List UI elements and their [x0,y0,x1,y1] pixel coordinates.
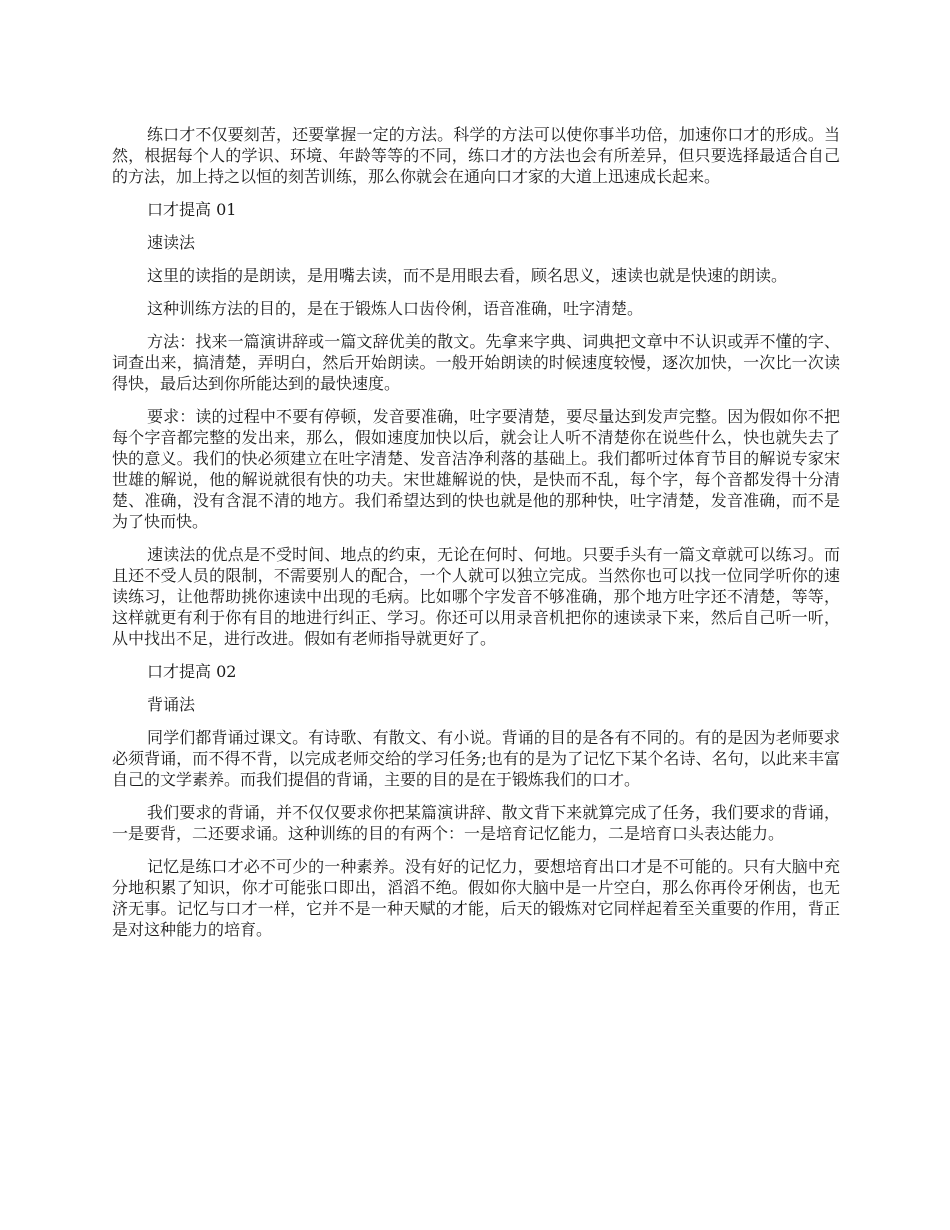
method-title-speed-reading: 速读法 [147,233,196,252]
section-heading-02: 口才提高 02 [147,662,237,681]
speed-reading-requirements: 要求：读的过程中不要有停顿，发音要准确，吐字要清楚，要尽量达到发声完整。因为假如你不把每个字音都完整的发出来，那么，假如速度加快以后，就会让人听不清楚你在说些什么，快也就失去了快的意义。我们的快必须建立在吐字清楚、发音洁净利落的基础上。我们都听过体育节目的解说专家宋世雄的解说，他的解说就很有快的功夫。宋世雄解说的快，是快而不乱，每个字，每个音都发得十分清楚、准确，没有含混不清的地方。我们希望达到的快也就是他的那种快，吐字清楚，发音准确，而不是为了快而快。 [112,407,840,531]
recitation-memory: 记忆是练口才必不可少的一种素养。没有好的记忆力，要想培育出口才是不可能的。只有大脑中充分地积累了知识，你才可能张口即出，滔滔不绝。假如你大脑中是一片空白，那么你再伶牙俐齿，也无济无事。记忆与口才一样，它并不是一种天赋的才能，后天的锻炼对它同样起着至关重要的作用，背正是对这种能力的培育。 [112,857,840,939]
speed-reading-definition: 这里的读指的是朗读，是用嘴去读，而不是用眼去看，顾名思义，速读也就是快速的朗读。 [147,266,788,285]
recitation-intro: 同学们都背诵过课文。有诗歌、有散文、有小说。背诵的目的是各有不同的。有的是因为老师要求必须背诵，而不得不背，以完成老师交给的学习任务;也有的是为了记忆下某个名诗、名句，以此来丰富自己的文学素养。而我们提倡的背诵，主要的目的是在于锻炼我们的口才。 [112,728,840,789]
intro-paragraph: 练口才不仅要刻苦，还要掌握一定的方法。科学的方法可以使你事半功倍，加速你口才的形成。当然，根据每个人的学识、环境、年龄等等的不同，练口才的方法也会有所差异，但只要选择最适合自己的方法，加上持之以恒的刻苦训练，那么你就会在通向口才家的大道上迅速成长起来。 [112,125,840,186]
recitation-requirements: 我们要求的背诵，并不仅仅要求你把某篇演讲辞、散文背下来就算完成了任务，我们要求的背诵，一是要背，二还要求诵。这种训练的目的有两个：一是培育记忆能力，二是培育口头表达能力。 [112,803,840,843]
speed-reading-advantages: 速读法的优点是不受时间、地点的约束，无论在何时、何地。只要手头有一篇文章就可以练习。而且还不受人员的限制，不需要别人的配合，一个人就可以独立完成。当然你也可以找一位同学听你的速读练习，让他帮助挑你速读中出现的毛病。比如哪个字发音不够准确，那个地方吐字还不清楚，等等，这样就更有利于你有目的地进行纠正、学习。你还可以用录音机把你的速读录下来，然后自己听一听，从中找出不足，进行改进。假如有老师指导就更好了。 [112,545,840,648]
speed-reading-method: 方法：找来一篇演讲辞或一篇文辞优美的散文。先拿来字典、词典把文章中不认识或弄不懂的字、词查出来，搞清楚，弄明白，然后开始朗读。一般开始朗读的时候速度较慢，逐次加快，一次比一次读得快，最后达到你所能达到的最快速度。 [112,332,840,393]
method-title-recitation: 背诵法 [147,695,196,714]
speed-reading-purpose: 这种训练方法的目的，是在于锻炼人口齿伶俐，语音准确，吐字清楚。 [147,299,644,318]
section-heading-01: 口才提高 01 [147,200,237,219]
document-page [112,124,840,952]
